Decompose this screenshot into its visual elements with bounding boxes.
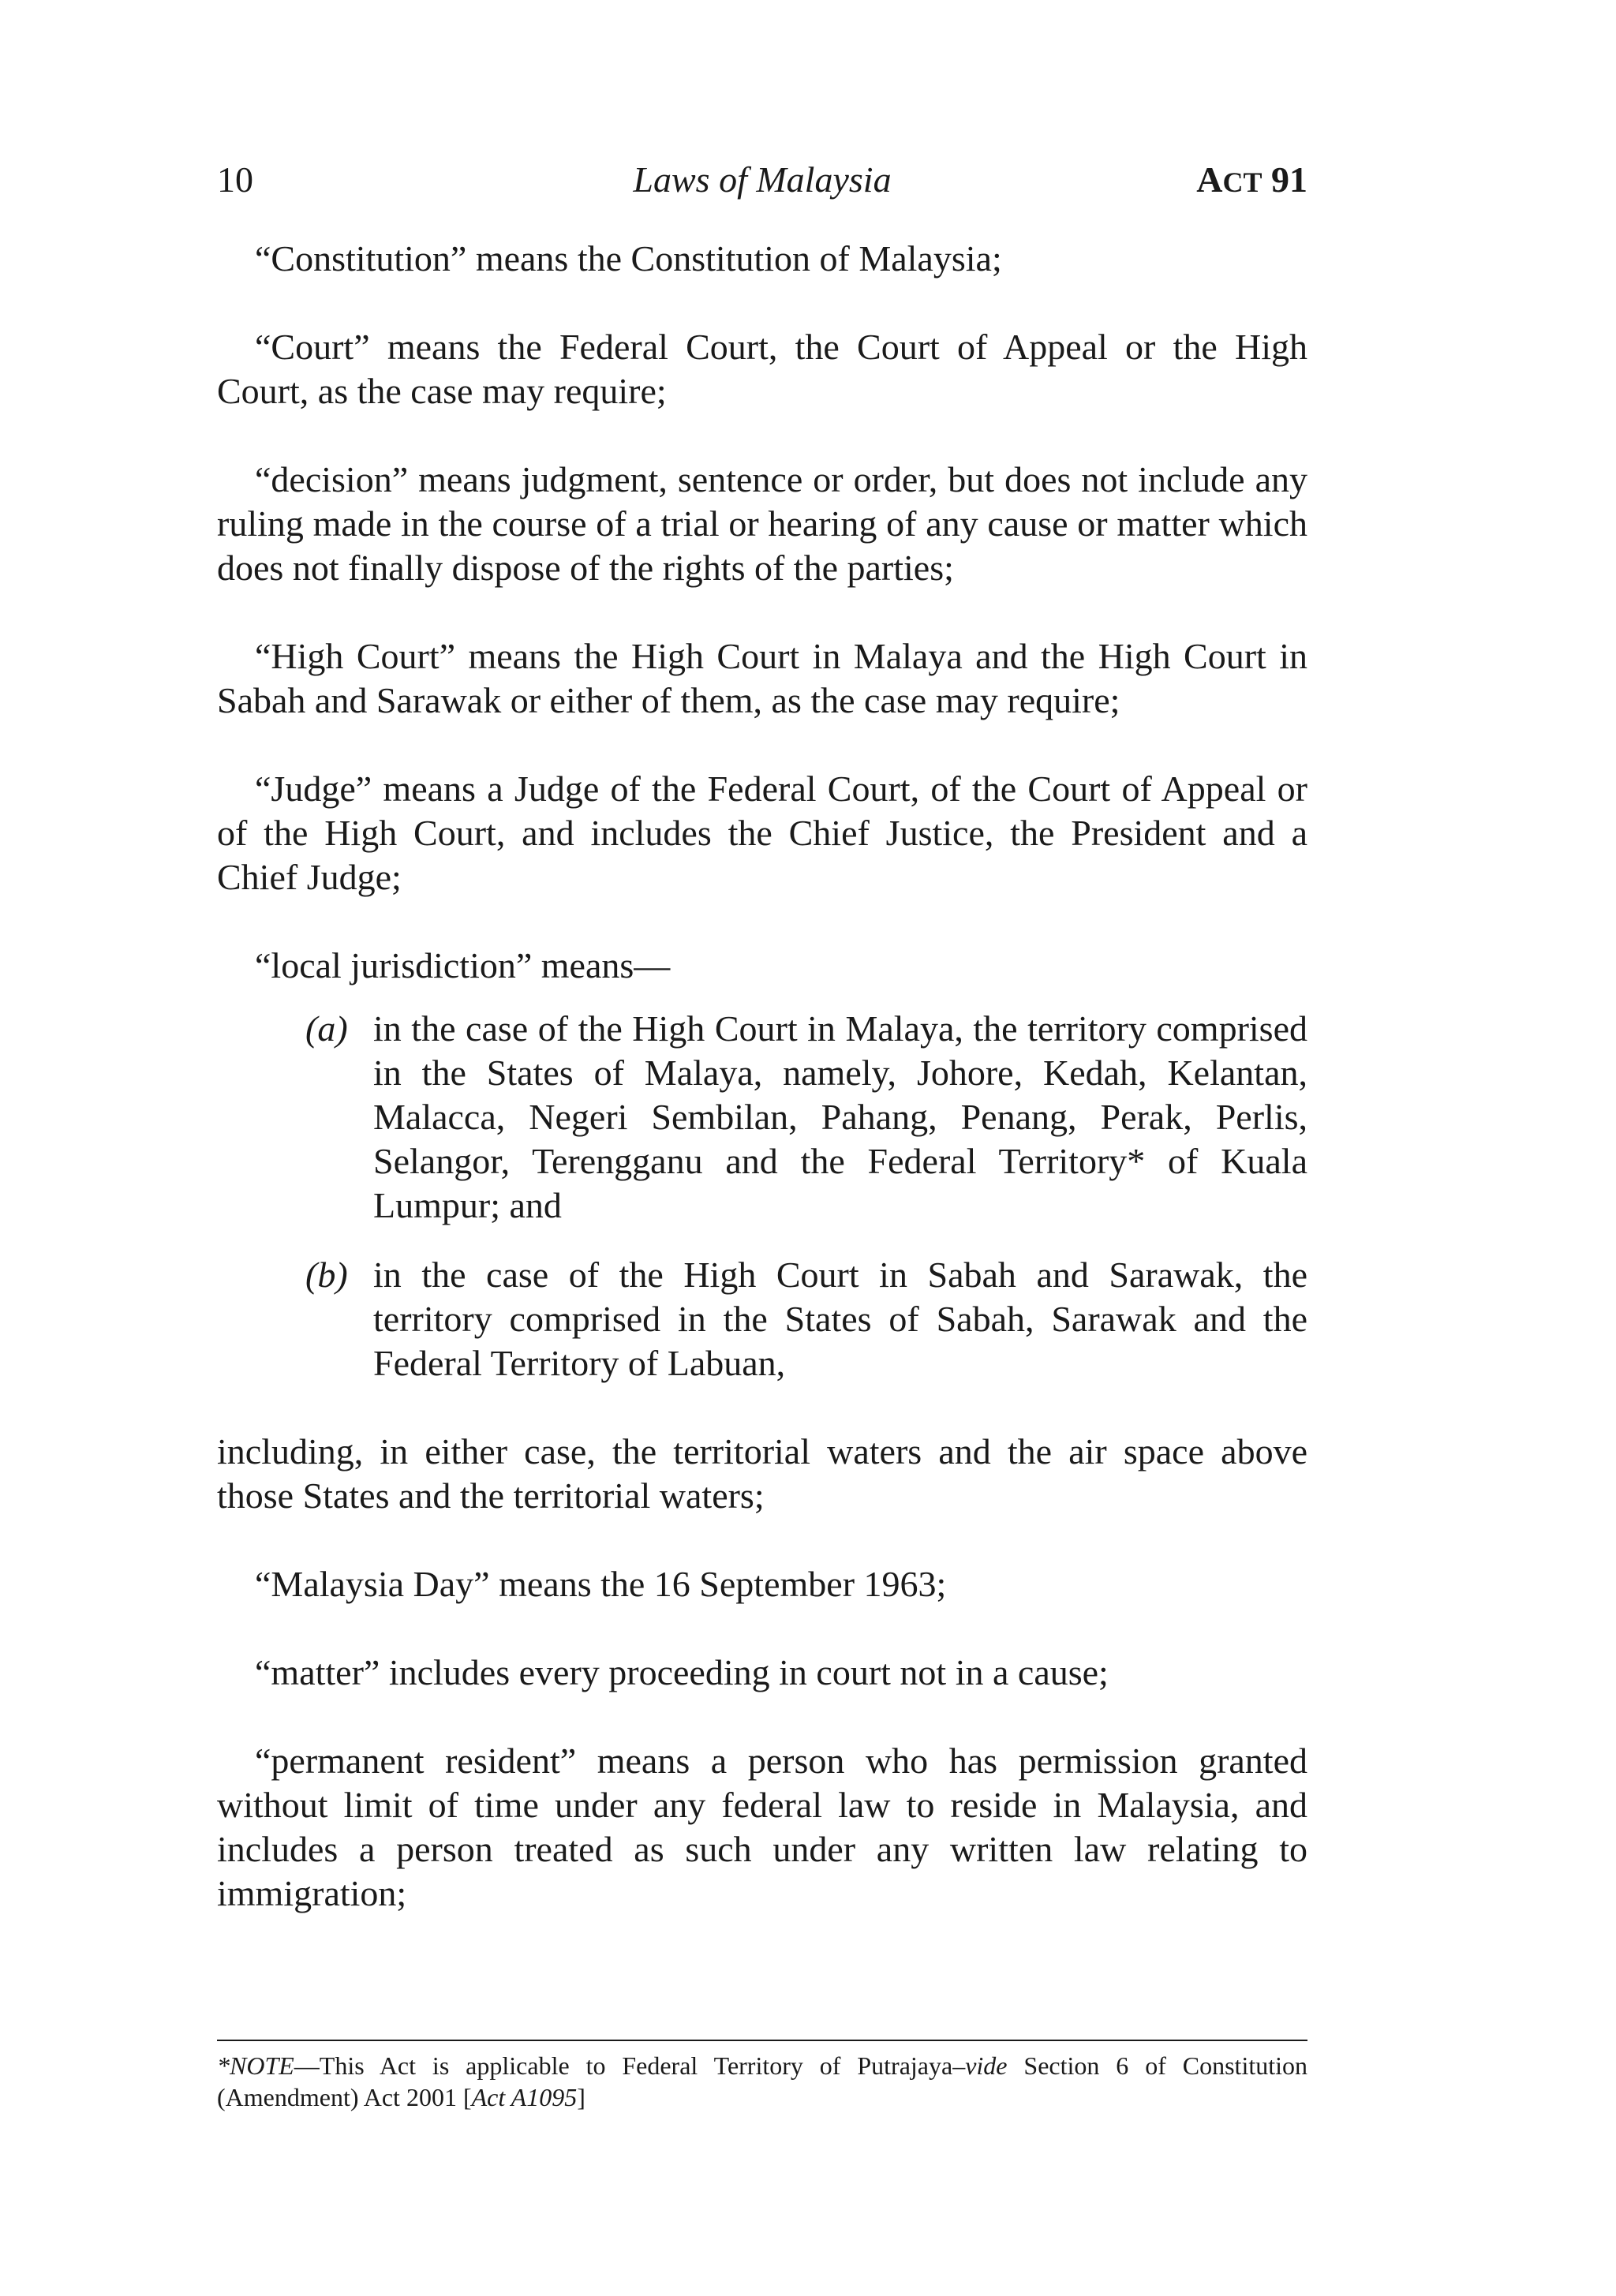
- act-label: [1196, 155, 1307, 208]
- definition-malaysia-day: “Malaysia Day” means the 16 September 1963;: [255, 1564, 947, 1604]
- footnote-text-1: This Act is applicable to Federal Territory of Putrajaya–: [319, 2051, 966, 2080]
- footnote-close: ]: [577, 2083, 585, 2111]
- act-number: 91: [1271, 159, 1307, 200]
- clause-a: [217, 1007, 1307, 1228]
- definition-judge: “Judge” means a Judge of the Federal Court, of the Court of Appeal or of the High Court, and includes the Chief Justice, the President and a Chief Judge;: [217, 768, 1307, 897]
- definition-permanent-resident: “permanent resident” means a person who has permission granted without limit of time under any federal law to reside in Malaysia, and includes a person treated as such under any written law relating to immigration;: [217, 1741, 1307, 1913]
- definition-local-jurisdiction: “local jurisdiction” means—: [255, 945, 671, 985]
- page-header: [217, 155, 1307, 205]
- local-jurisdiction-continuation: including, in either case, the territorial waters and the air space above those States and the territorial waters;: [217, 1431, 1307, 1516]
- footnote-text-2: Section 6 of Constitution (Amendment) Act 2001 [: [217, 2051, 1307, 2111]
- page-number: 10: [217, 159, 253, 200]
- footnote: [217, 2050, 1307, 2113]
- definition-matter: “matter” includes every proceeding in court not in a cause;: [255, 1652, 1109, 1692]
- clause-b: [217, 1253, 1307, 1385]
- act-prefix: A: [1196, 159, 1223, 200]
- act-rest: CT: [1222, 166, 1262, 198]
- running-title: Laws of Malaysia: [633, 159, 892, 200]
- document-page: [217, 0, 1307, 2296]
- document-body: [217, 237, 1307, 1960]
- clause-a-text: in the case of the High Court in Malaya, the territory comprised in the States of Malaya, namely, Johore, Kedah, Kelantan, Malacca, Negeri Sembilan, Pahang, Penang, Perak, Perlis, Selangor, Terengganu and the Federal Territory* of Kuala Lumpur; and: [373, 1008, 1307, 1225]
- definition-decision: “decision” means judgment, sentence or order, but does not include any ruling made in the course of a trial or hearing of any cause or matter which does not finally dispose of the rights of the parties;: [217, 459, 1307, 588]
- clause-b-text: in the case of the High Court in Sabah and Sarawak, the territory comprised in the States of Sabah, Sarawak and the Federal Territory of Labuan,: [373, 1255, 1307, 1383]
- footnote-dash: —: [294, 2051, 320, 2080]
- footnote-divider: [217, 2040, 1307, 2041]
- footnote-note-label: *NOTE: [217, 2051, 294, 2080]
- definition-high-court: “High Court” means the High Court in Malaya and the High Court in Sabah and Sarawak or either of them, as the case may require;: [217, 636, 1307, 720]
- definition-court: “Court” means the Federal Court, the Court of Appeal or the High Court, as the case may require;: [217, 327, 1307, 411]
- clause-a-marker: (a): [305, 1008, 348, 1049]
- clause-b-marker: (b): [305, 1255, 348, 1295]
- definition-constitution: “Constitution” means the Constitution of Malaysia;: [255, 238, 1002, 279]
- footnote-vide: vide: [965, 2051, 1008, 2080]
- footnote-act-ref: Act A1095: [471, 2083, 578, 2111]
